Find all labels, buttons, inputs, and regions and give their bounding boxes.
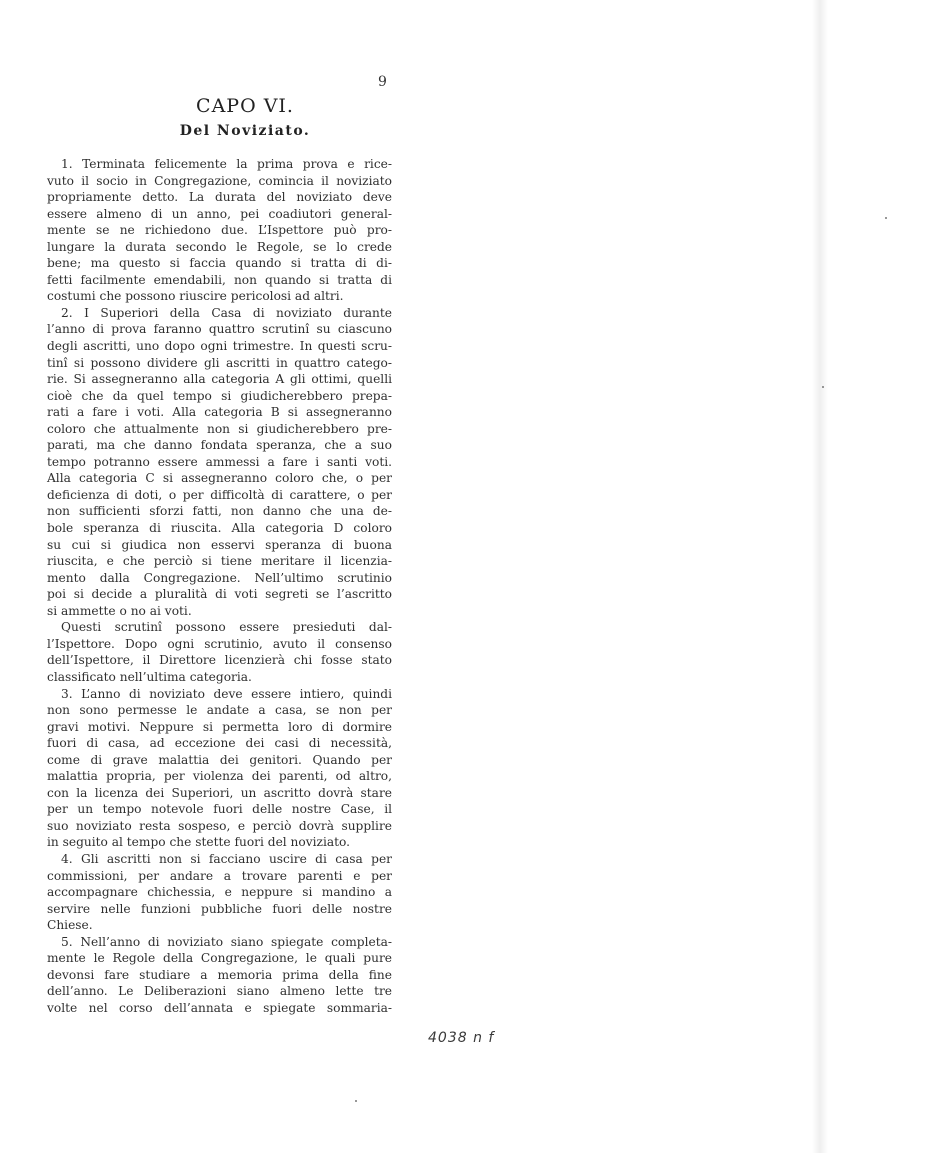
text-line: Alla categoria C si assegneranno coloro che, o per: [47, 471, 392, 486]
text-line: classificato nell’ultima categoria.: [47, 669, 252, 684]
text-line: costumi che possono riuscire pericolosi ad altri.: [47, 289, 344, 304]
text-line: dell’Ispettore, il Direttore licenzierà chi fosse stato: [47, 653, 392, 668]
text-line: cioè che da quel tempo si giudicherebbero prepa-: [47, 388, 392, 403]
chapter-title: CAPO VI.: [196, 95, 294, 117]
text-line: riuscita, e che perciò si tiene meritare il licenzia-: [47, 554, 392, 569]
text-line: con la licenza dei Superiori, un ascritto dovrà stare: [47, 785, 392, 800]
text-line: mente le Regole della Congregazione, le quali pure: [47, 951, 392, 966]
text-line: in seguito al tempo che stette fuori del noviziato.: [47, 835, 351, 850]
text-line: bole speranza di riuscita. Alla categoria D coloro: [47, 521, 392, 536]
text-line: commissioni, per andare a trovare parenti e per: [47, 868, 392, 883]
page-edge-shadow: [812, 0, 828, 1153]
page-number: 9: [378, 74, 387, 90]
text-line: 3. L’anno di noviziato deve essere intiero, quindi: [61, 686, 392, 701]
text-line: vuto il socio in Congregazione, comincia il noviziato: [47, 173, 392, 188]
text-line: coloro che attualmente non si giudicherebbero pre-: [47, 421, 392, 436]
text-line: si ammette o no ai voti.: [47, 603, 192, 618]
text-line: come di grave malattia dei genitori. Quando per: [47, 752, 392, 767]
text-line: essere almeno di un anno, pei coadiutori general-: [47, 206, 392, 221]
text-line: deficienza di doti, o per difficoltà di carattere, o per: [47, 487, 392, 502]
text-line: l’Ispettore. Dopo ogni scrutinio, avuto il consenso: [47, 636, 392, 651]
text-line: l’anno di prova faranno quattro scrutinî su ciascuno: [47, 322, 392, 337]
text-line: rie. Si assegneranno alla categoria A gli ottimi, quelli: [47, 372, 392, 387]
text-line: fuori di casa, ad eccezione dei casi di necessità,: [47, 736, 392, 751]
text-line: accompagnare chichessia, e neppure si mandino a: [47, 885, 392, 900]
text-line: Questi scrutinî possono essere presieduti dal-: [61, 620, 392, 635]
text-line: 5. Nell’anno di noviziato siano spiegate completa-: [61, 934, 392, 949]
text-line: malattia propria, per violenza dei parenti, od altro,: [47, 769, 392, 784]
text-line: 1. Terminata felicemente la prima prova e rice-: [61, 157, 392, 171]
text-line: su cui si giudica non esservi speranza di buona: [47, 537, 392, 552]
ink-speck: [885, 217, 887, 219]
text-line: tempo potranno essere ammessi a fare i santi voti.: [47, 454, 392, 469]
text-line: gravi motivi. Neppure si permetta loro di dormire: [47, 719, 392, 734]
text-line: suo noviziato resta sospeso, e perciò dovrà supplire: [47, 818, 392, 833]
text-line: parati, ma che danno fondata speranza, che a suo: [47, 438, 392, 453]
text-line: 2. I Superiori della Casa di noviziato durante: [61, 305, 392, 320]
text-line: bene; ma questo si faccia quando si tratta di di-: [47, 256, 392, 271]
text-line: devonsi fare studiare a memoria prima della fine: [47, 967, 392, 982]
text-line: servire nelle funzioni pubbliche fuori delle nostre: [47, 901, 392, 916]
section-title: Del Noviziato.: [179, 123, 311, 139]
text-line: non sono permesse le andate a casa, se non per: [47, 703, 392, 718]
handwritten-note: 4038 n f: [428, 1030, 495, 1046]
text-line: tinî si possono dividere gli ascritti in quattro catego-: [47, 355, 392, 370]
text-line: propriamente detto. La durata del noviziato deve: [47, 190, 392, 205]
text-line: rati a fare i voti. Alla categoria B si assegneranno: [47, 405, 392, 420]
text-line: mente se ne richiedono due. L’Ispettore può pro-: [47, 223, 392, 238]
body-text: [47, 156, 392, 1016]
text-line: fetti facilmente emendabili, non quando si tratta di: [47, 272, 392, 287]
text-line: non sufficienti sforzi fatti, non danno che una de-: [47, 504, 392, 519]
text-line: dell’anno. Le Deliberazioni siano almeno lette tre: [47, 984, 392, 999]
text-line: degli ascritti, uno dopo ogni trimestre. In questi scru-: [47, 339, 392, 354]
ink-speck: [355, 1100, 357, 1102]
text-line: Chiese.: [47, 918, 93, 933]
ink-speck: [822, 386, 824, 388]
text-line: per un tempo notevole fuori delle nostre Case, il: [47, 802, 392, 817]
text-line: mento dalla Congregazione. Nell’ultimo scrutinio: [47, 570, 392, 585]
text-line: lungare la durata secondo le Regole, se lo crede: [47, 239, 392, 254]
text-line: 4. Gli ascritti non si facciano uscire di casa per: [61, 851, 392, 866]
text-line: poi si decide a pluralità di voti segreti se l’ascritto: [47, 587, 392, 602]
text-line: volte nel corso dell’annata e spiegate sommaria-: [47, 1000, 392, 1015]
